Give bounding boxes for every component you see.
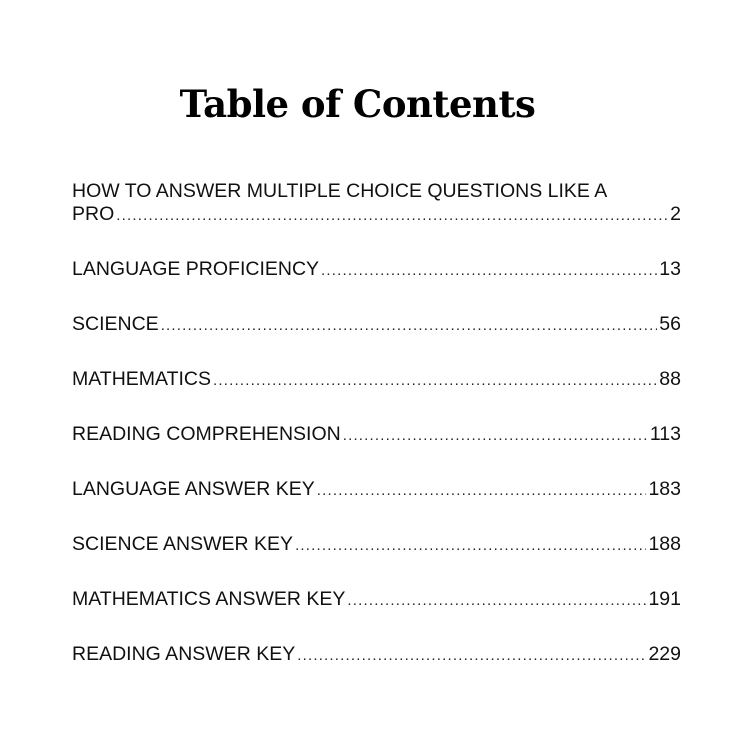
toc-entry-label: SCIENCE ANSWER KEY [72,533,294,555]
dot-leader [116,204,668,227]
toc-entry-page-number: 2 [670,203,681,225]
toc-entry-page-number: 183 [648,478,681,500]
toc-entry-label: SCIENCE [72,313,159,335]
toc-entry-label: MATHEMATICS [72,368,212,390]
toc-entry-label: READING ANSWER KEY [72,643,296,665]
toc-entry-label: READING COMPREHENSION [72,423,341,445]
toc-entry-page-number: 88 [659,368,681,390]
toc-entry-label-line1: HOW TO ANSWER MULTIPLE CHOICE QUESTIONS LIKE A [72,180,608,202]
dot-leader [213,369,657,392]
dot-leader [347,589,646,612]
toc-entry-page-number: 113 [649,423,681,445]
toc-entry-page-number: 229 [648,643,681,665]
toc-entry-language-answer-key[interactable] [72,478,681,502]
toc-entry-science-answer-key[interactable] [72,533,681,557]
dot-leader [321,259,657,282]
dot-leader [317,479,647,502]
dot-leader [295,534,646,557]
toc-entry-multiple-choice[interactable] [72,180,681,227]
toc-entry-page-number: 56 [659,313,681,335]
dot-leader [161,314,658,337]
toc-entry-language-proficiency[interactable] [72,258,681,282]
toc-entry-science[interactable] [72,313,681,337]
dot-leader [297,644,646,667]
page-title: Table of Contents [179,82,536,126]
toc-entry-page-number: 188 [648,533,681,555]
toc-entry-mathematics-answer-key[interactable] [72,588,681,612]
toc-entry-label: LANGUAGE ANSWER KEY [72,478,315,500]
dot-leader [343,424,648,447]
toc-entry-page-number: 191 [648,588,681,610]
toc-entry-reading-comprehension[interactable] [72,423,681,447]
toc-entry-label: PRO [72,203,115,225]
toc-list [72,180,681,667]
toc-entry-label: LANGUAGE PROFICIENCY [72,258,320,280]
toc-entry-page-number: 13 [659,258,681,280]
toc-entry-label: MATHEMATICS ANSWER KEY [72,588,346,610]
toc-entry-mathematics[interactable] [72,368,681,392]
toc-entry-reading-answer-key[interactable] [72,643,681,667]
